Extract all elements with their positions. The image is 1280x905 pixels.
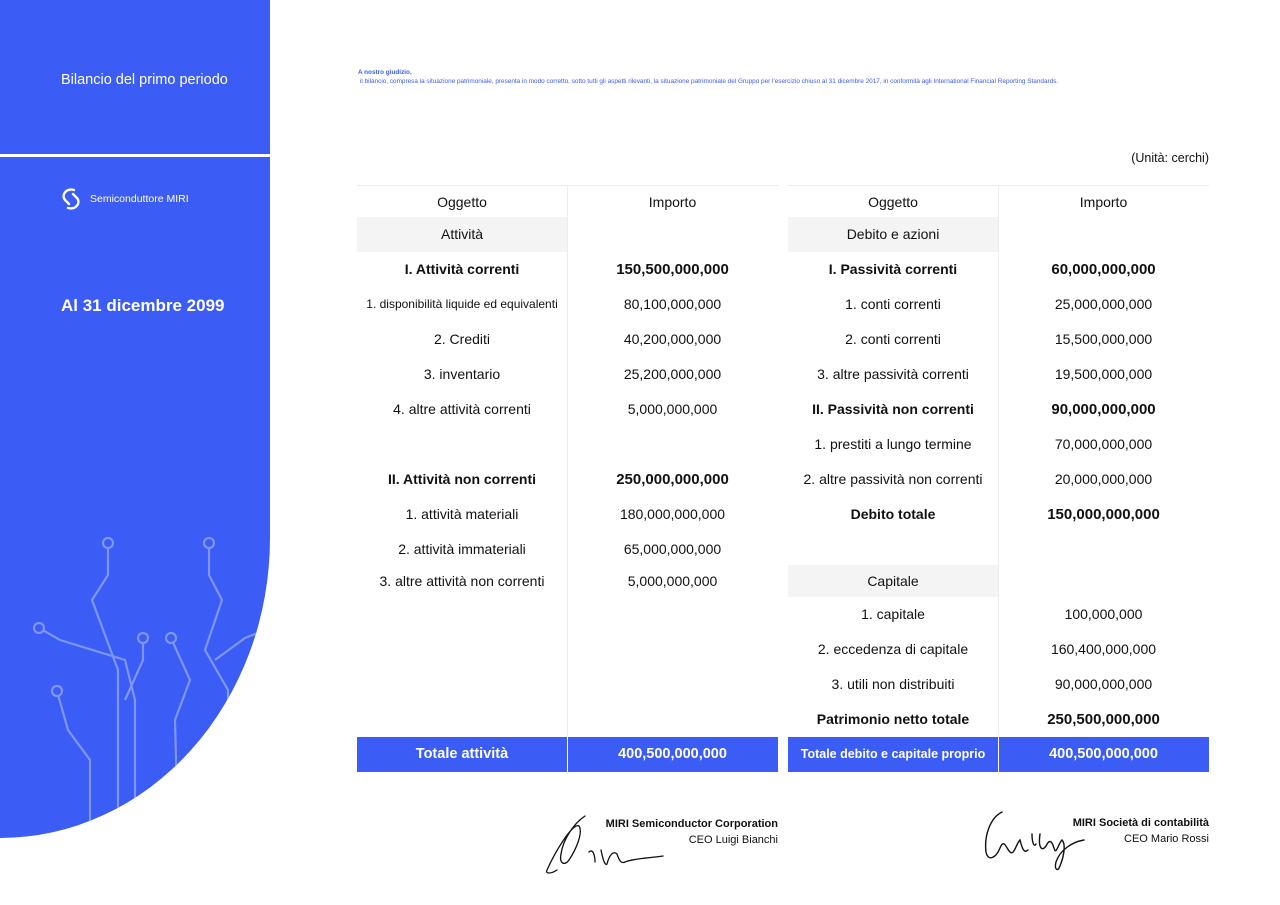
total-item: Totale debito e capitale proprio [800,747,986,761]
row-amount: 150,000,000,000 [1047,506,1160,523]
row-amount: 25,200,000,000 [623,366,722,382]
total-assets-row [357,737,778,772]
section-capital: Capitale [788,565,998,597]
note-body: il bilancio, compresa la situazione patrimoniale, presenta in modo corretto, sotto tutti gli aspetti rilevanti, la situazione patrimoniale del Gruppo per l'esercizio chiuso al 31 dicembre 2017, in conformità agli International Financial Reporting Standards. [360,78,1059,85]
signature-block-corporation [606,816,778,848]
note-heading: A nostro giudizio, [358,69,412,76]
row-item: 2. eccedenza di capitale [817,641,969,657]
opinion-note [358,68,1218,86]
row-amount: 250,500,000,000 [1047,711,1160,728]
row-amount: 250,000,000,000 [616,471,729,488]
row-item: 2. attività immateriali [398,541,526,557]
sidebar [0,0,270,838]
row-item: Patrimonio netto totale [816,711,970,727]
row-amount: 100,000,000 [1064,606,1143,622]
row-item: 3. altre attività non correnti [379,573,545,589]
row-item: I. Attività correnti [404,261,520,277]
row-amount: 60,000,000,000 [1051,261,1156,278]
report-date: Al 31 dicembre 2099 [61,296,225,315]
section-assets: Attività [357,217,567,252]
report-title: Bilancio del primo periodo [61,72,228,88]
row-item: 1. conti correnti [845,296,941,312]
total-amount: 400,500,000,000 [618,746,727,762]
header-amount: Importo [1079,194,1128,210]
header-amount: Importo [648,194,697,210]
row-amount: 20,000,000,000 [1054,471,1153,487]
row-item: 3. utili non distribuiti [831,676,955,692]
row-item: 4. altre attività correnti [393,401,531,417]
assets-table [357,185,778,772]
signature-person: CEO Luigi Bianchi [688,834,778,846]
section-debt: Debito e azioni [788,217,998,252]
row-amount: 25,000,000,000 [1054,296,1153,312]
row-item: II. Attività non correnti [387,471,537,487]
row-amount: 90,000,000,000 [1051,401,1156,418]
row-item: 1. prestiti a lungo termine [814,436,972,452]
row-item: I. Passività correnti [828,261,958,277]
signature-person: CEO Mario Rossi [1124,833,1209,845]
total-item: Totale attività [415,746,509,762]
row-item: 2. altre passività non correnti [803,471,983,487]
row-amount: 70,000,000,000 [1054,436,1153,452]
row-amount: 65,000,000,000 [623,541,722,557]
unit-label: (Unità: cerchi) [1131,151,1209,165]
row-amount: 15,500,000,000 [1054,331,1153,347]
signature-org: MIRI Società di contabilità [1072,817,1209,829]
row-amount: 5,000,000,000 [627,573,718,589]
row-item: 2. Crediti [433,331,491,347]
row-amount: 80,100,000,000 [623,296,722,312]
signature-org: MIRI Semiconductor Corporation [605,818,778,830]
row-item: 3. altre passività correnti [817,366,969,382]
row-item: 1. capitale [861,606,925,622]
row-amount: 90,000,000,000 [1054,676,1153,692]
row-item: 1. attività materiali [405,506,519,522]
row-amount: 180,000,000,000 [619,506,726,522]
header-item: Oggetto [868,194,918,210]
row-item: 1. disponibilità liquide ed equivalenti [366,297,558,311]
row-item: Debito totale [850,506,936,522]
signature-block-accounting [1073,815,1209,847]
row-amount: 5,000,000,000 [627,401,718,417]
total-amount: 400,500,000,000 [1049,746,1158,762]
header-item: Oggetto [437,194,487,210]
circuit-decoration-icon [0,0,270,838]
row-amount: 40,200,000,000 [623,331,722,347]
row-amount: 150,500,000,000 [616,261,729,278]
row-item: II. Passività non correnti [812,401,974,417]
liabilities-table [788,185,1209,772]
total-liabilities-row [788,737,1209,772]
row-amount: 19,500,000,000 [1054,366,1153,382]
row-amount: 160,400,000,000 [1050,641,1157,657]
brand-name: Semiconduttore MIRI [90,193,189,205]
row-item: 2. conti correnti [845,331,941,347]
row-item: 3. inventario [423,366,501,382]
